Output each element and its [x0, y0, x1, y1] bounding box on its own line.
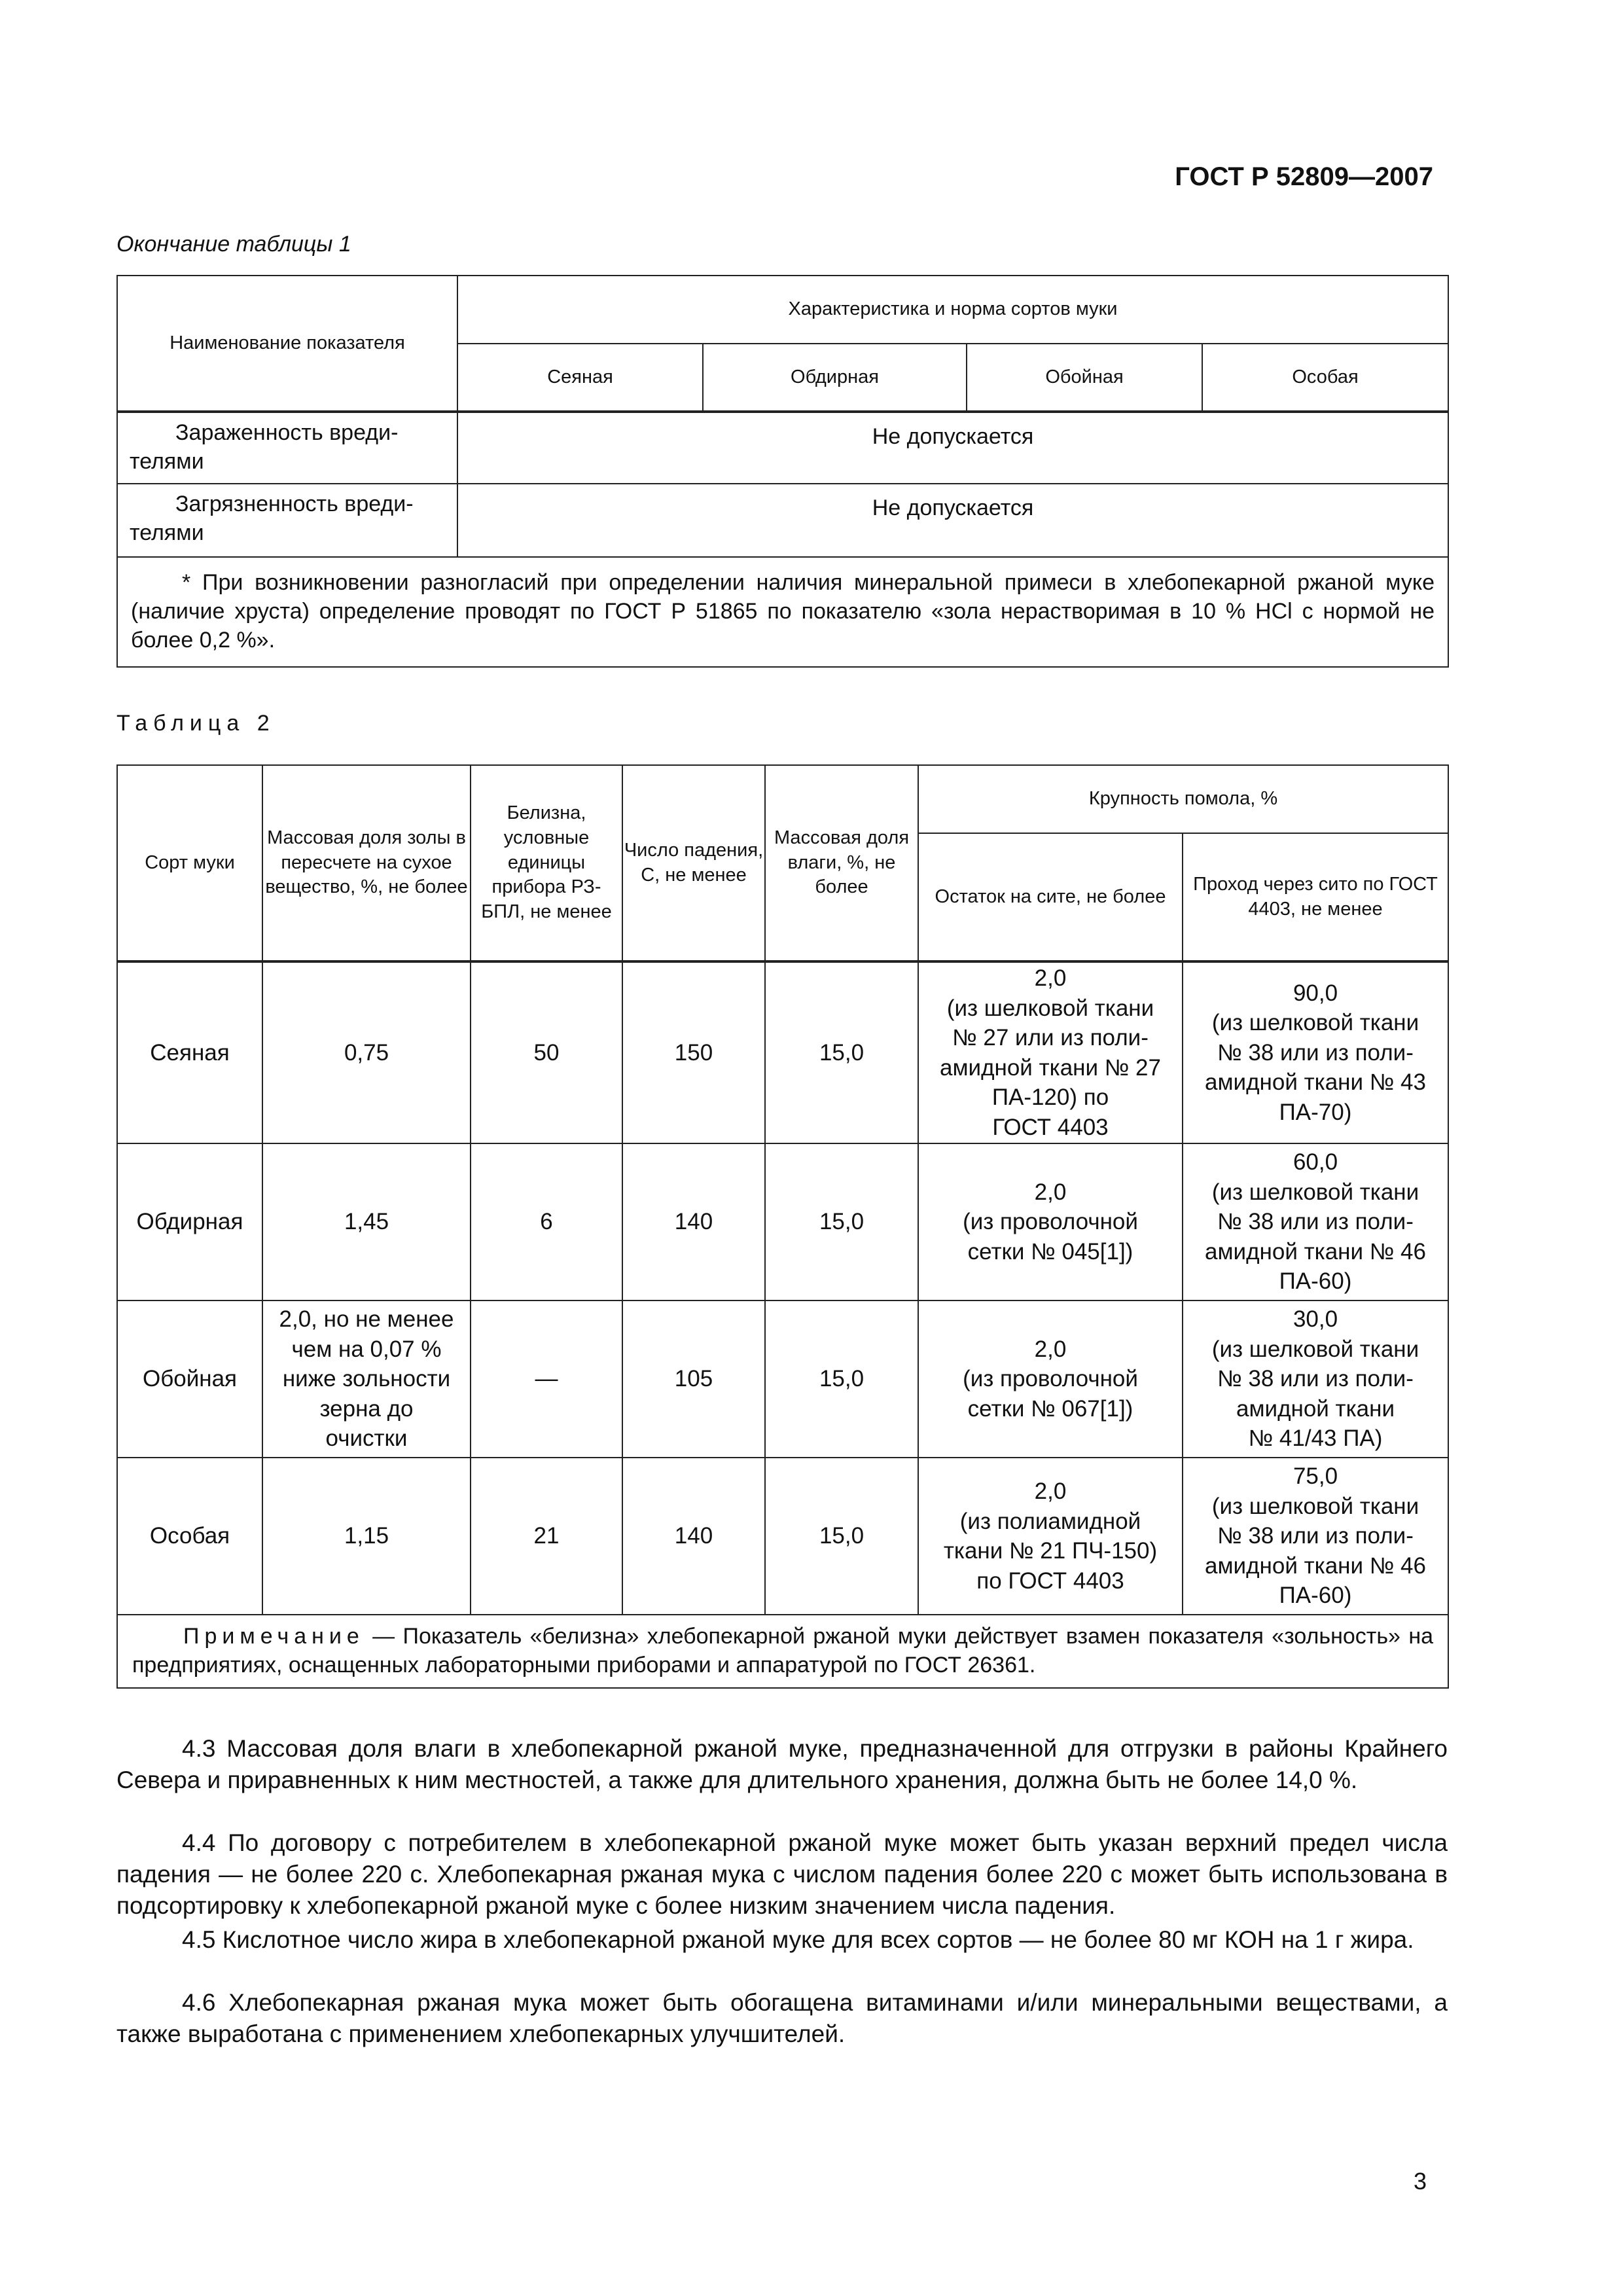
paragraph-4-4 — [116, 1827, 1448, 1922]
t2-header-ash: Массовая доля золы в пересчете на сухое вещество, %, не более — [262, 765, 471, 961]
paragraph-4-6 — [116, 1987, 1448, 2050]
t2-cell-whiteness: 50 — [471, 961, 622, 1143]
paragraph-text: 4.5 Кислотное число жира в хлебопекарной ржаной муке для всех сортов — не более 80 мг КОН на 1 г жира. — [182, 1926, 1414, 1953]
t2-cell-moisture: 15,0 — [765, 1458, 918, 1615]
t1-row-label-line1: Загрязненность вреди- — [175, 492, 414, 516]
t2-cell-moisture: 15,0 — [765, 961, 918, 1143]
t2-header-sort: Сорт муки — [117, 765, 262, 961]
t1-row-label-line1: Зараженность вреди- — [175, 420, 399, 445]
t2-cell-whiteness: — — [471, 1300, 622, 1458]
t2-cell-falling-number: 150 — [622, 961, 765, 1143]
paragraph-4-5 — [116, 1924, 1448, 1956]
t2-cell-moisture: 15,0 — [765, 1300, 918, 1458]
t2-cell-pass: 75,0 (из шелковой ткани № 38 или из поли- амидной ткани № 46 ПА-60) — [1183, 1458, 1448, 1615]
t2-header-grind: Крупность помола, % — [918, 765, 1448, 833]
table-row — [117, 961, 1448, 1143]
t1-row-value: Не допускается — [457, 484, 1448, 557]
t2-cell-ash: 2,0, но не менее чем на 0,07 % ниже зольности зерна до очистки — [262, 1300, 471, 1458]
t2-cell-ash: 1,45 — [262, 1143, 471, 1300]
t2-cell-residue: 2,0 (из проволочной сетки № 045[1]) — [918, 1143, 1183, 1300]
page-number: 3 — [1414, 2168, 1427, 2195]
table1 — [116, 275, 1449, 668]
t1-row-label-line2: телями — [130, 449, 204, 475]
t2-cell-residue: 2,0 (из шелковой ткани № 27 или из поли- амидной ткани № 27 ПА-120) по ГОСТ 4403 — [918, 961, 1183, 1143]
table-row — [117, 1458, 1448, 1615]
t2-note-text: — Показатель «белизна» хлебопекарной ржаной муки действует взамен показателя «зольность» на предприятиях, оснащенных лабораторными приборами и аппаратурой по ГОСТ 26361. — [132, 1623, 1434, 1677]
table1-caption: Окончание таблицы 1 — [116, 232, 351, 257]
table-row — [117, 1300, 1448, 1458]
t2-cell-pass: 60,0 (из шелковой ткани № 38 или из поли- амидной ткани № 46 ПА-60) — [1183, 1143, 1448, 1300]
t2-cell-whiteness: 6 — [471, 1143, 622, 1300]
t2-cell-residue: 2,0 (из полиамидной ткани № 21 ПЧ-150) по ГОСТ 4403 — [918, 1458, 1183, 1615]
t1-header-group: Характеристика и норма сортов муки — [457, 276, 1448, 344]
t2-note — [117, 1615, 1448, 1688]
table-row — [117, 1143, 1448, 1300]
t1-header-sort: Сеяная — [457, 344, 703, 412]
t1-row-label — [117, 412, 457, 484]
paragraph-text: 4.4 По договору с потребителем в хлебопекарной ржаной муке может быть указан верхний предел числа падения — не более 220 с. Хлебопекарная ржаная мука с числом падения более 220 с может быть использована в подсортировку к хлебопекарной ржаной муке с более низким значением числа падения. — [116, 1829, 1448, 1919]
t2-cell-sort: Сеяная — [117, 961, 262, 1143]
t1-header-sort: Обойная — [967, 344, 1202, 412]
t2-note-label: Примечание — [183, 1623, 365, 1649]
t2-cell-sort: Обдирная — [117, 1143, 262, 1300]
t2-cell-moisture: 15,0 — [765, 1143, 918, 1300]
t2-header-moisture: Массовая доля влаги, %, не более — [765, 765, 918, 961]
table2 — [116, 764, 1449, 1689]
table2-caption: Таблица 2 — [116, 711, 276, 736]
t2-header-residue: Остаток на сите, не более — [918, 833, 1183, 961]
paragraph-text: 4.3 Массовая доля влаги в хлебопекарной ржаной муке, предназначенной для отгрузки в районы Крайнего Севера и приравненных к ним местностей, а также для длительного хранения, должна быть не более 14,0 %. — [116, 1735, 1448, 1793]
t2-cell-falling-number: 140 — [622, 1458, 765, 1615]
t2-cell-residue: 2,0 (из проволочной сетки № 067[1]) — [918, 1300, 1183, 1458]
t2-cell-falling-number: 105 — [622, 1300, 765, 1458]
t1-header-sort: Обдирная — [703, 344, 967, 412]
paragraph-4-3 — [116, 1733, 1448, 1796]
t2-cell-pass: 30,0 (из шелковой ткани № 38 или из поли- амидной ткани № 41/43 ПА) — [1183, 1300, 1448, 1458]
t2-header-falling-number: Число падения, С, не менее — [622, 765, 765, 961]
t2-cell-ash: 0,75 — [262, 961, 471, 1143]
t1-row-label — [117, 484, 457, 557]
t2-header-pass: Проход через сито по ГОСТ 4403, не менее — [1183, 833, 1448, 961]
t1-row-value: Не допускается — [457, 412, 1448, 484]
t2-body — [117, 961, 1448, 1615]
t2-cell-ash: 1,15 — [262, 1458, 471, 1615]
t2-cell-whiteness: 21 — [471, 1458, 622, 1615]
t2-cell-sort: Особая — [117, 1458, 262, 1615]
t1-footnote: * При возникновении разногласий при определении наличия минеральной примеси в хлебопекарной ржаной муке (наличие хруста) определение проводят по ГОСТ Р 51865 по показателю «зола нерастворимая в 10 % HCl с нормой не более 0,2 %». — [117, 557, 1448, 667]
t2-cell-falling-number: 140 — [622, 1143, 765, 1300]
t2-cell-sort: Обойная — [117, 1300, 262, 1458]
t1-header-sort: Особая — [1202, 344, 1448, 412]
t2-cell-pass: 90,0 (из шелковой ткани № 38 или из поли- амидной ткани № 43 ПА-70) — [1183, 961, 1448, 1143]
t1-row-label-line2: телями — [130, 520, 204, 546]
document-code: ГОСТ Р 52809—2007 — [1175, 162, 1433, 191]
t2-header-whiteness: Белизна, условные единицы прибора РЗ-БПЛ, не менее — [471, 765, 622, 961]
paragraph-text: 4.6 Хлебопекарная ржаная мука может быть обогащена витаминами и/или минеральными веществами, а также выработана с применением хлебопекарных улучшителей. — [116, 1989, 1448, 2047]
t1-header-name: Наименование показателя — [117, 276, 457, 412]
